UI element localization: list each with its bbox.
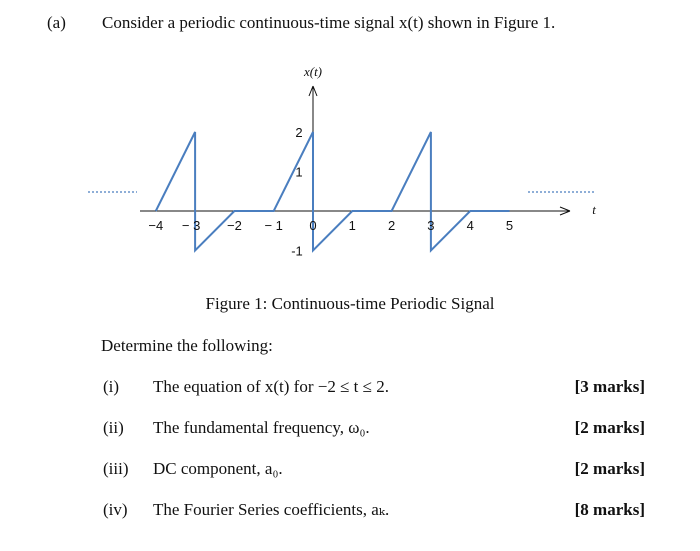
question-text: Consider a periodic continuous-time signal x(t) shown in Figure 1. <box>102 13 556 32</box>
x-tick-label: 3 <box>427 218 435 233</box>
x-tick-label: −4 <box>148 218 164 233</box>
item-text: The equation of x(t) for −2 ≤ t ≤ 2. <box>153 377 389 396</box>
t-axis-label: t <box>592 202 596 217</box>
x-tick-label: 5 <box>505 218 514 233</box>
signal-line <box>156 132 510 251</box>
item-marks: [2 marks] <box>574 459 645 478</box>
signal-figure <box>80 58 620 278</box>
y-tick-label: 1 <box>295 164 303 180</box>
x-tick-label: − 3 <box>181 218 201 233</box>
item-marks: [3 marks] <box>574 377 645 396</box>
x-tick-label: − 1 <box>264 218 283 233</box>
figure-caption: Figure 1: Continuous-time Periodic Signal <box>205 294 495 313</box>
instructions: Determine the following: <box>101 336 273 355</box>
x-tick-label: 4 <box>466 218 474 233</box>
x-axis-label: x(t) <box>303 64 323 79</box>
x-tick-label: 2 <box>387 218 396 233</box>
x-tick-label: 0 <box>309 218 317 233</box>
item-number: (ii) <box>103 418 124 437</box>
x-tick-label: 1 <box>348 218 356 233</box>
item-number: (iv) <box>103 500 128 519</box>
item-number: (iii) <box>103 459 129 478</box>
x-tick-label: −2 <box>226 218 242 233</box>
item-text: The Fourier Series coefficients, aₖ. <box>153 500 390 519</box>
y-tick-label: -1 <box>291 243 303 259</box>
item-text: The fundamental frequency, ω₀. <box>153 418 370 437</box>
item-marks: [2 marks] <box>574 418 645 437</box>
item-text: DC component, a₀. <box>153 459 283 478</box>
item-number: (i) <box>103 377 120 396</box>
item-marks: [8 marks] <box>574 500 645 519</box>
question-label: (a) <box>47 13 66 32</box>
y-tick-label: 2 <box>295 125 303 140</box>
